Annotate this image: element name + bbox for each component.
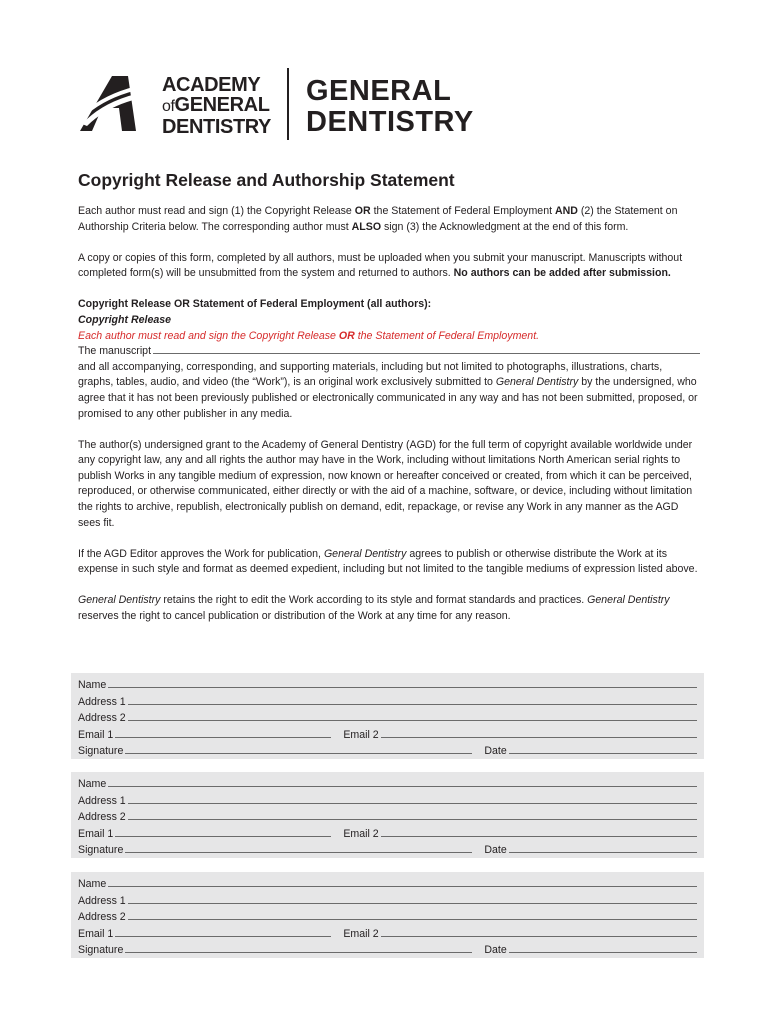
signature-line[interactable]: [125, 951, 472, 953]
name-line[interactable]: [108, 686, 697, 688]
section-instruction: Each author must read and sign the Copyright Release OR the Statement of Federal Employment.: [78, 329, 540, 342]
name-line[interactable]: [108, 785, 697, 787]
address2-line[interactable]: [128, 918, 697, 920]
date-line[interactable]: [509, 752, 697, 754]
copyright-paragraph-3: If the AGD Editor approves the Work for publication, General Dentistry agrees to publish or otherwise distribute the Work at its expense in such style and format as deemed expedient, including but not limited to the tangible mediums of expression listed above.: [78, 547, 698, 576]
journal-name: [306, 76, 474, 138]
name-row[interactable]: Name: [78, 774, 697, 790]
header-divider: [287, 68, 289, 140]
email1-line[interactable]: [115, 736, 331, 738]
name-row[interactable]: Name: [78, 675, 697, 691]
email1-line[interactable]: [115, 835, 331, 837]
address2-line[interactable]: [128, 719, 697, 721]
signature-row[interactable]: Signature Date: [78, 840, 697, 856]
manuscript-label: The manuscript: [78, 345, 152, 358]
address1-row[interactable]: Address 1: [78, 692, 697, 708]
page-title: Copyright Release and Authorship Statement: [78, 170, 455, 190]
org-line-2-text: GENERAL: [174, 94, 270, 116]
address1-row[interactable]: Address 1: [78, 891, 697, 907]
intro-paragraph-1: Each author must read and sign (1) the Copyright Release OR the Statement of Federal Employment AND (2) the Statement on Authorship Criteria below. The corresponding author must ALSO sign (3) the Acknowledgment at the end of this form.: [78, 205, 678, 233]
copyright-paragraph-2: The author(s) undersigned grant to the Academy of General Dentistry (AGD) for the full term of copyright available worldwide under any copyright law, any and all rights the author may have in the Work, including without limitations North American serial rights to publish Works in any tangible medium of expression, now known or hereafter conceived or created, from which it can be perceived, reproduced, or otherwise communicated, either directly or with the aid of a machine, software, or device, including without limitation the rights to archive, republish, electronically publish on demand, edit, repackage, or revise any Work in any manner as the AGD sees fit.: [78, 438, 693, 529]
journal-line-1: GENERAL: [306, 75, 452, 107]
name-line[interactable]: [108, 885, 697, 887]
org-line-1: ACADEMY: [162, 74, 261, 96]
date-line[interactable]: [509, 951, 697, 953]
email2-line[interactable]: [381, 935, 697, 937]
copyright-paragraph-4: General Dentistry retains the right to edit the Work according to its style and format standards and practices. General Dentistry reserves the right to cancel publication or distribution of the Work at any time for any reason.: [78, 594, 670, 622]
section-subheading: Copyright Release: [78, 313, 172, 326]
address1-line[interactable]: [128, 902, 697, 904]
copyright-paragraph-1: and all accompanying, corresponding, and supporting materials, including but not limited to photographs, illustrations, charts, graphs, tables, audio, and video (the “Work”), is an original work exclusively submitted to General Dentistry by the undersigned, who agree that it has not been previously published or electronically communicated in any way and has not been submitted, proposed, or promised to any other publisher in any media.: [78, 360, 698, 420]
org-line-3: DENTISTRY: [162, 116, 271, 138]
journal-line-2: DENTISTRY: [306, 106, 474, 138]
email-row[interactable]: Email 1 Email 2: [78, 924, 697, 940]
manuscript-title-line[interactable]: [153, 344, 700, 354]
author-block-2: [71, 772, 704, 858]
address2-line[interactable]: [128, 818, 697, 820]
email2-line[interactable]: [381, 835, 697, 837]
address2-row[interactable]: Address 2: [78, 807, 697, 823]
signature-line[interactable]: [125, 851, 472, 853]
email1-line[interactable]: [115, 935, 331, 937]
address1-line[interactable]: [128, 802, 697, 804]
email-row[interactable]: Email 1 Email 2: [78, 824, 697, 840]
address1-row[interactable]: Address 1: [78, 791, 697, 807]
address1-line[interactable]: [128, 703, 697, 705]
date-line[interactable]: [509, 851, 697, 853]
header: [78, 66, 498, 142]
manuscript-field[interactable]: [78, 344, 700, 360]
intro-paragraph-2: A copy or copies of this form, completed by all authors, must be uploaded when you submit your manuscript. Manuscripts without completed form(s) will be unsubmitted from the system and returned to authors. No authors can be added after submission.: [78, 251, 683, 280]
email-row[interactable]: Email 1 Email 2: [78, 725, 697, 741]
signature-line[interactable]: [125, 752, 472, 754]
address2-row[interactable]: Address 2: [78, 708, 697, 724]
form-content: [78, 168, 700, 640]
author-block-1: [71, 673, 704, 759]
org-name: [162, 75, 271, 137]
section-heading: Copyright Release OR Statement of Federal Employment (all authors):: [78, 298, 432, 311]
author-block-3: [71, 872, 704, 958]
signature-row[interactable]: Signature Date: [78, 741, 697, 757]
email2-line[interactable]: [381, 736, 697, 738]
address2-row[interactable]: Address 2: [78, 907, 697, 923]
org-line-2: [162, 95, 271, 117]
signature-row[interactable]: Signature Date: [78, 940, 697, 956]
name-row[interactable]: Name: [78, 874, 697, 890]
agd-logo-icon: [78, 74, 160, 132]
org-of: of: [162, 98, 175, 115]
